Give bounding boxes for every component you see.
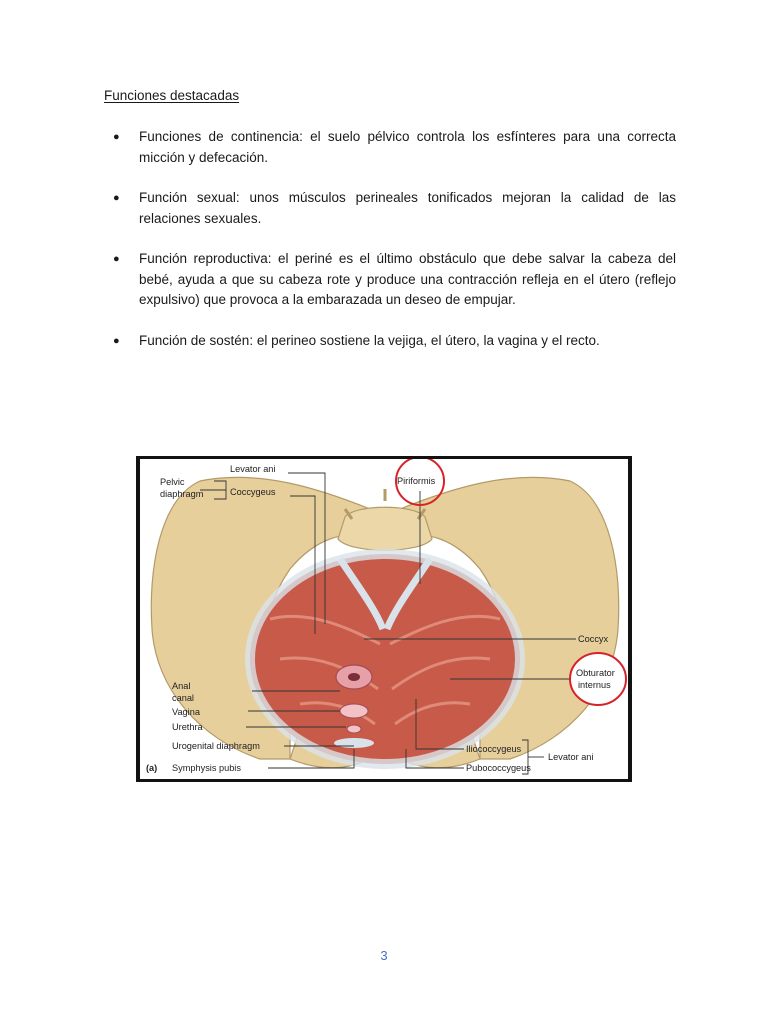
label-urethra: Urethra (172, 722, 203, 732)
bullet-text: Función de sostén: el perineo sostiene la vejiga, el útero, la vagina y el recto. (139, 332, 600, 348)
label-coccyx: Coccyx (578, 634, 609, 644)
label-levator-ani: Levator ani (230, 464, 276, 474)
bullet-text: Funciones de continencia: el suelo pélvico controla los esfínteres para una correcta micción y defecación. (139, 129, 676, 165)
obturator-highlight (570, 653, 626, 705)
pelvic-floor-illustration (136, 456, 632, 782)
label-canal: canal (172, 693, 194, 703)
list-item (104, 127, 676, 168)
bullet-icon: ● (113, 192, 120, 204)
bullet-icon: ● (113, 131, 120, 143)
label-piriformis: Piriformis (397, 476, 436, 486)
label-levator-ani-group: Levator ani (548, 752, 594, 762)
list-item (104, 188, 676, 229)
label-panel: (a) (146, 763, 158, 773)
anatomy-diagram (140, 459, 628, 779)
section-heading: Funciones destacadas (104, 88, 240, 103)
bullet-icon: ● (113, 253, 120, 265)
page-number: 3 (380, 948, 388, 963)
label-diaphragm: diaphragm (160, 489, 204, 499)
bullet-icon: ● (113, 334, 120, 347)
bullet-text: Función reproductiva: el periné es el último obstáculo que debe salvar la cabeza del bebé, ayuda a que su cabeza rote y produce una contracción refleja en el útero (reflejo expulsivo) que provoca a la embarazada un deseo de empujar. (139, 251, 676, 307)
list-item (104, 249, 676, 311)
label-pelvic: Pelvic (160, 477, 185, 487)
label-vagina: Vagina (172, 707, 200, 717)
label-urogenital-diaphragm: Urogenital diaphragm (172, 741, 260, 751)
list-item (104, 331, 676, 352)
label-pubococcygeus: Pubococcygeus (466, 763, 531, 773)
bullet-list (104, 127, 676, 371)
label-anal: Anal (172, 681, 191, 691)
label-symphysis-pubis: Symphysis pubis (172, 763, 241, 773)
label-coccygeus: Coccygeus (230, 487, 276, 497)
label-iliococcygeus: Iliococcygeus (466, 744, 522, 754)
pelvic-muscles (250, 554, 520, 764)
label-obturator: Obturator (576, 668, 615, 678)
label-internus: internus (578, 680, 611, 690)
bullet-text: Función sexual: unos músculos perineales tonificados mejoran la calidad de las relaciones sexuales. (139, 190, 676, 226)
